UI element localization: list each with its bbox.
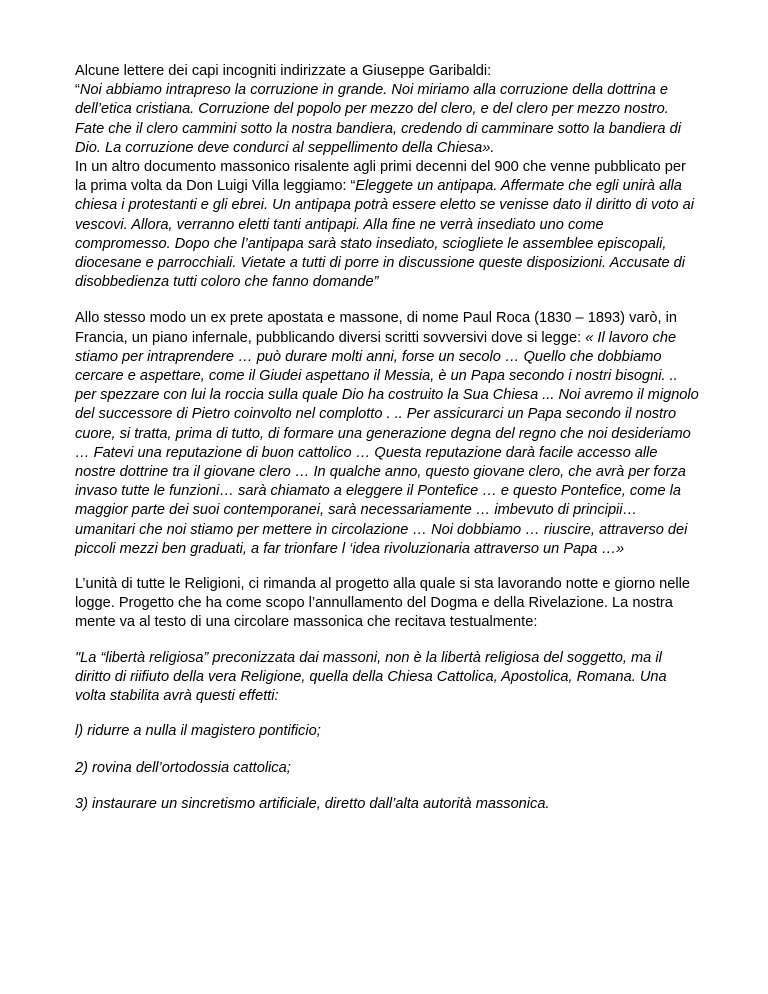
paragraph-unita-religioni: [75, 575, 700, 633]
paragraph-garibaldi-letters: [75, 62, 700, 292]
paragraph-circolare-quote: [75, 649, 700, 707]
unita-text: L’unità di tutte le Religioni, ci rimanda al progetto alla quale si sta lavorando notte e giorno nelle logge. Progetto che ha come scopo l’annullamento del Dogma e della Rivelazione. La nostra mente va al testo di una circolare massonica che recitava testualmente:: [75, 576, 690, 631]
antipapa-quote: Eleggete un antipapa. Affermate che egli unirà alla chiesa i protestanti e gli ebrei. Un antipapa potrà essere eletto se venisse dato il diritto di voto ai vescovi. Allora, verranno eletti tanti antipapi. Alla fine ne verrà insediato uno come compromesso. Dopo che l’antipapa sarà stato insediato, sciogliete le assemblee episcopali, diocesane e parrocchiali. Vietate a tutti di porre in discussione queste disposizioni. Accusate di disobbedienza tutti coloro che fanno domande”: [75, 178, 694, 291]
villa-intro-text: In un altro documento massonico risalente agli primi decenni del 900 che venne pubblicato per la prima volta da Don Luigi Villa leggiamo: “: [75, 159, 686, 195]
list-item: l) ridurre a nulla il magistero pontificio;: [75, 723, 321, 740]
intro-line: Alcune lettere dei capi incogniti indirizzate a Giuseppe Garibaldi:: [75, 63, 492, 79]
circolare-quote: "La “libertà religiosa” preconizzata dai massoni, non è la libertà religiosa del soggetto, ma il diritto di riifiuto della vera Religione, quella della Chiesa Cattolica, Apostolica, Romana. Una volta stabilita avrà questi effetti:: [75, 649, 667, 705]
list-item: 3) instaurare un sincretismo artificiale, diretto dall’alta autorità massonica.: [75, 795, 550, 812]
paragraph-paul-roca: [75, 309, 700, 559]
roca-quote: « Il lavoro che stiamo per intraprendere … può durare molti anni, forse un secolo … Quello che dobbiamo cercare e aspettare, come il Giudei aspettano il Messia, è un Papa secondo i nostri bisogni. .. per spezzare con lui la roccia sulla quale Dio ha costruito la Sua Chiesa ... Noi avremo il mignolo del successore di Pietro coinvolto nel complotto . .. Per assicurarci un Papa secondo il nostro cuore, si tratta, prima di tutto, di formare una generazione degna del regno che noi desideriamo … Fatevi una reputazione di buon cattolico … Questa reputazione darà facile accesso alle nostre dottrine tra il giovane clero … In qualche anno, questo giovane clero, che avrà per forza invaso tutte le funzioni… sarà chiamato a eleggere il Pontefice … e questo Pontefice, come la maggior parte dei suoi contemporanei, sarà necessariamente … imbevuto di principii… umanitari che noi stiamo per mettere in circolazione … Noi dobbiamo … riuscire, attraverso dei piccoli mezzi ben graduati, a far trionfare l ‘idea rivoluzionaria attraverso un Papa …»: [75, 329, 699, 557]
quote-open-mark: “: [75, 82, 80, 99]
villa-document-line: [75, 158, 700, 292]
garibaldi-quote: Noi abbiamo intrapreso la corruzione in grande. Noi miriamo alla corruzione della dottrina e dell’etica cristiana. Corruzione del popolo per mezzo del clero, e del clero per mezzo nostro. Fate che il clero cammini sotto la nostra bandiera, credendo di camminare sotto la bandiera di Dio. La corruzione deve condurci al seppellimento della Chiesa».: [75, 82, 681, 156]
roca-intro-text: Allo stesso modo un ex prete apostata e massone, di nome Paul Roca (1830 – 1893) varò, in Francia, un piano infernale, pubblicando diversi scritti sovversivi dove si legge:: [75, 310, 677, 346]
list-item: 2) rovina dell’ortodossia cattolica;: [75, 759, 291, 776]
